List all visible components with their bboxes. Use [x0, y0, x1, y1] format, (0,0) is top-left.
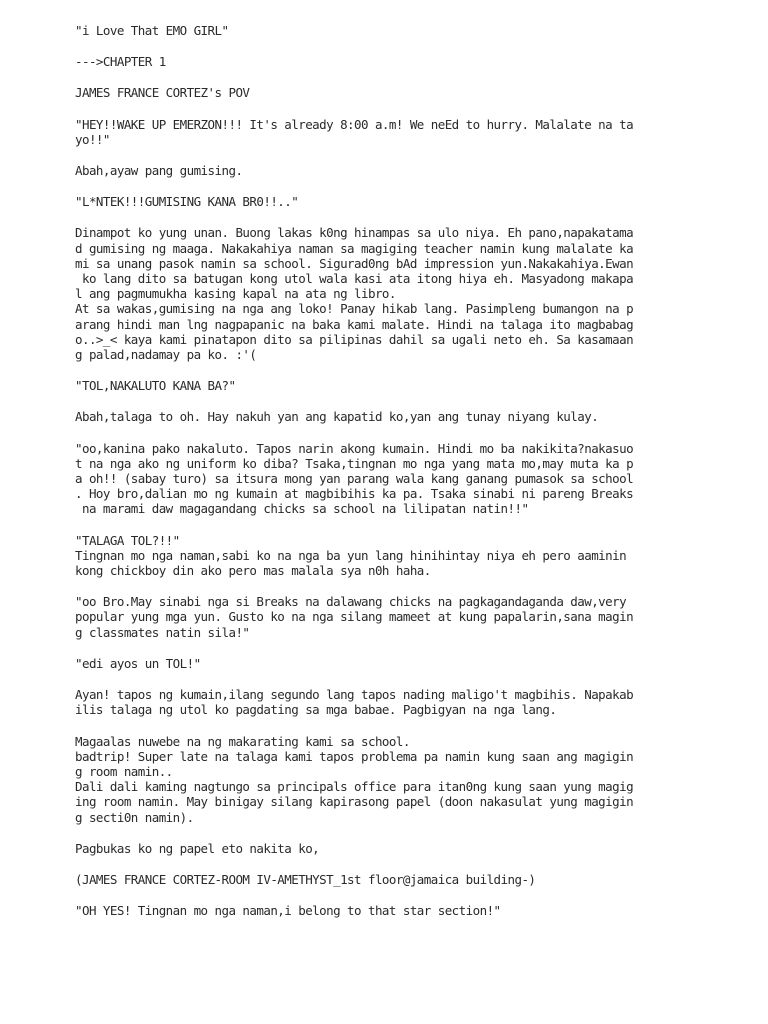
- paragraph: (JAMES FRANCE CORTEZ-ROOM IV-AMETHYST_1st floor@jamaica building-): [75, 871, 536, 887]
- paragraph: "oo,kanina pako nakaluto. Tapos narin akong kumain. Hindi mo ba nakikita?nakasuo t na nga ako ng uniform ko diba? Tsaka,tingnan mo nga yang mata mo,may muta ka p a oh!! (sabay turo) sa itsura mong yan parang wala kang ganang pumasok sa school . Hoy bro,dalian mo ng kumain at magbibihis ka pa. Tsaka sinabi ni pareng Breaks na marami daw magagandang chicks sa school na lilipatan natin!!": [75, 440, 634, 517]
- document-page: [75, 23, 685, 934]
- chapter-heading: --->CHAPTER 1: [75, 54, 166, 70]
- paragraph: "edi ayos un TOL!": [75, 655, 201, 671]
- paragraph: "HEY!!WAKE UP EMERZON!!! It's already 8:00 a.m! We neEd to hurry. Malalate na ta yo!!": [75, 116, 634, 147]
- paragraph: Magaalas nuwebe na ng makarating kami sa school. badtrip! Super late na talaga kami tapos problema pa namin kung saan ang magigin g room namin.. Dali dali kaming nagtungo sa principals office para itan0ng kung saan yung magig ing room namin. May binigay silang kapirasong papel (doon nakasulat yung magigin g secti0n namin).: [75, 733, 634, 825]
- paragraph: Pagbukas ko ng papel eto nakita ko,: [75, 840, 320, 856]
- paragraph: Abah,ayaw pang gumising.: [75, 163, 243, 179]
- paragraph: Dinampot ko yung unan. Buong lakas k0ng hinampas sa ulo niya. Eh pano,napakatama d gumising ng maaga. Nakakahiya naman sa magiging teacher namin kung malalate ka mi sa unang pasok namin sa school. Sigurad0ng bAd impression yun.Nakakahiya.Ewan ko lang dito sa batugan kong utol wala kasi ata itong hiya eh. Masyadong makapa l ang pagmumukha kasing kapal na ata ng libro. At sa wakas,gumising na nga ang loko! Panay hikab lang. Pasimpleng bumangon na p arang hindi man lng nagpapanic na baka kami malate. Hindi na talaga ito magbabag o..>_< kaya kami pinatapon dito sa pilipinas dahil sa ugali neto eh. Sa kasamaan g palad,nadamay pa ko. :'(: [75, 225, 634, 363]
- paragraph: "TALAGA TOL?!!" Tingnan mo nga naman,sabi ko na nga ba yun lang hinihintay niya eh pero aaminin kong chickboy din ako pero mas malala sya n0h haha.: [75, 532, 627, 579]
- paragraph: "TOL,NAKALUTO KANA BA?": [75, 378, 236, 394]
- paragraph: "L*NTEK!!!GUMISING KANA BR0!!..": [75, 194, 299, 210]
- paragraph: Abah,talaga to oh. Hay nakuh yan ang kapatid ko,yan ang tunay niyang kulay.: [75, 409, 599, 425]
- pov-heading: JAMES FRANCE CORTEZ's POV: [75, 85, 250, 101]
- story-title: "i Love That EMO GIRL": [75, 23, 229, 38]
- paragraph: "OH YES! Tingnan mo nga naman,i belong to that star section!": [75, 903, 501, 919]
- paragraph: "oo Bro.May sinabi nga si Breaks na dalawang chicks na pagkagandaganda daw,very popular yung mga yun. Gusto ko na nga silang mameet at kung papalarin,sana magin g classmates natin sila!": [75, 594, 634, 640]
- paragraph: Ayan! tapos ng kumain,ilang segundo lang tapos nading maligo't magbihis. Napakab ilis talaga ng utol ko pagdating sa mga babae. Pagbigyan na nga lang.: [75, 687, 634, 718]
